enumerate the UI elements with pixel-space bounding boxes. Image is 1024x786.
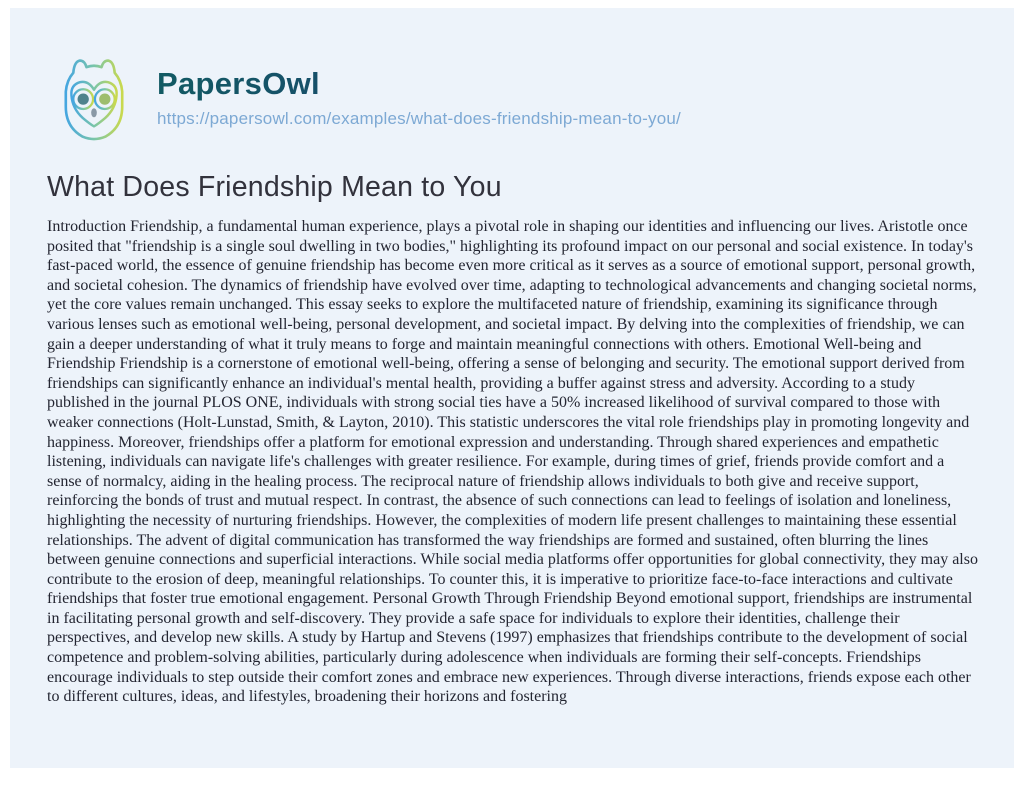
site-header [47, 52, 681, 150]
document-panel [10, 8, 1014, 768]
brand-block [157, 52, 681, 129]
essay-body-text: Introduction Friendship, a fundamental human experience, plays a pivotal role in shaping our identities and influencing our lives. Aristotle once posited that "friendship is a single soul dwelling in two bodies," highlighting its profound impact on our personal and social existence. In today's fast-paced world, the essence of genuine friendship has become even more critical as it serves as a source of emotional support, personal growth, and societal cohesion. The dynamics of friendship have evolved over time, adapting to technological advancements and changing societal norms, yet the core values remain unchanged. This essay seeks to explore the multifaceted nature of friendship, examining its significance through various lenses such as emotional well-being, personal development, and societal impact. By delving into the complexities of friendship, we can gain a deeper understanding of what it truly means to forge and maintain meaningful connections with others. Emotional Well-being and Friendship Friendship is a cornerstone of emotional well-being, offering a sense of belonging and security. The emotional support derived from friendships can significantly enhance an individual's mental health, providing a buffer against stress and adversity. According to a study published in the journal PLOS ONE, individuals with strong social ties have a 50% increased likelihood of survival compared to those with weaker connections (Holt-Lunstad, Smith, & Layton, 2010). This statistic underscores the vital role friendships play in promoting longevity and happiness. Moreover, friendships offer a platform for emotional expression and understanding. Through shared experiences and empathetic listening, individuals can navigate life's challenges with greater resilience. For example, during times of grief, friends provide comfort and a sense of normalcy, aiding in the healing process. The reciprocal nature of friendship allows individuals to both give and receive support, reinforcing the bonds of trust and mutual respect. In contrast, the absence of such connections can lead to feelings of isolation and loneliness, highlighting the necessity of nurturing friendships. However, the complexities of modern life present challenges to maintaining these essential relationships. The advent of digital communication has transformed the way friendships are formed and sustained, often blurring the lines between genuine connections and superficial interactions. While social media platforms offer opportunities for global connectivity, they may also contribute to the erosion of deep, meaningful relationships. To counter this, it is imperative to prioritize face-to-face interactions and cultivate friendships that foster true emotional engagement. Personal Growth Through Friendship Beyond emotional support, friendships are instrumental in facilitating personal growth and self-discovery. They provide a safe space for individuals to explore their identities, challenge their perspectives, and develop new skills. A study by Hartup and Stevens (1997) emphasizes that friendships contribute to the development of social competence and problem-solving abilities, particularly during adolescence when individuals are forming their self-concepts. Friendships encourage individuals to step outside their comfort zones and embrace new experiences. Through diverse interactions, friends expose each other to different cultures, ideas, and lifestyles, broadening their horizons and fostering [47, 218, 978, 706]
owl-icon [47, 52, 141, 150]
source-url-link[interactable]: https://papersowl.com/examples/what-does-friendship-mean-to-you/ [157, 109, 681, 128]
page-title: What Does Friendship Mean to You [47, 171, 502, 203]
brand-name: PapersOwl [157, 66, 681, 102]
